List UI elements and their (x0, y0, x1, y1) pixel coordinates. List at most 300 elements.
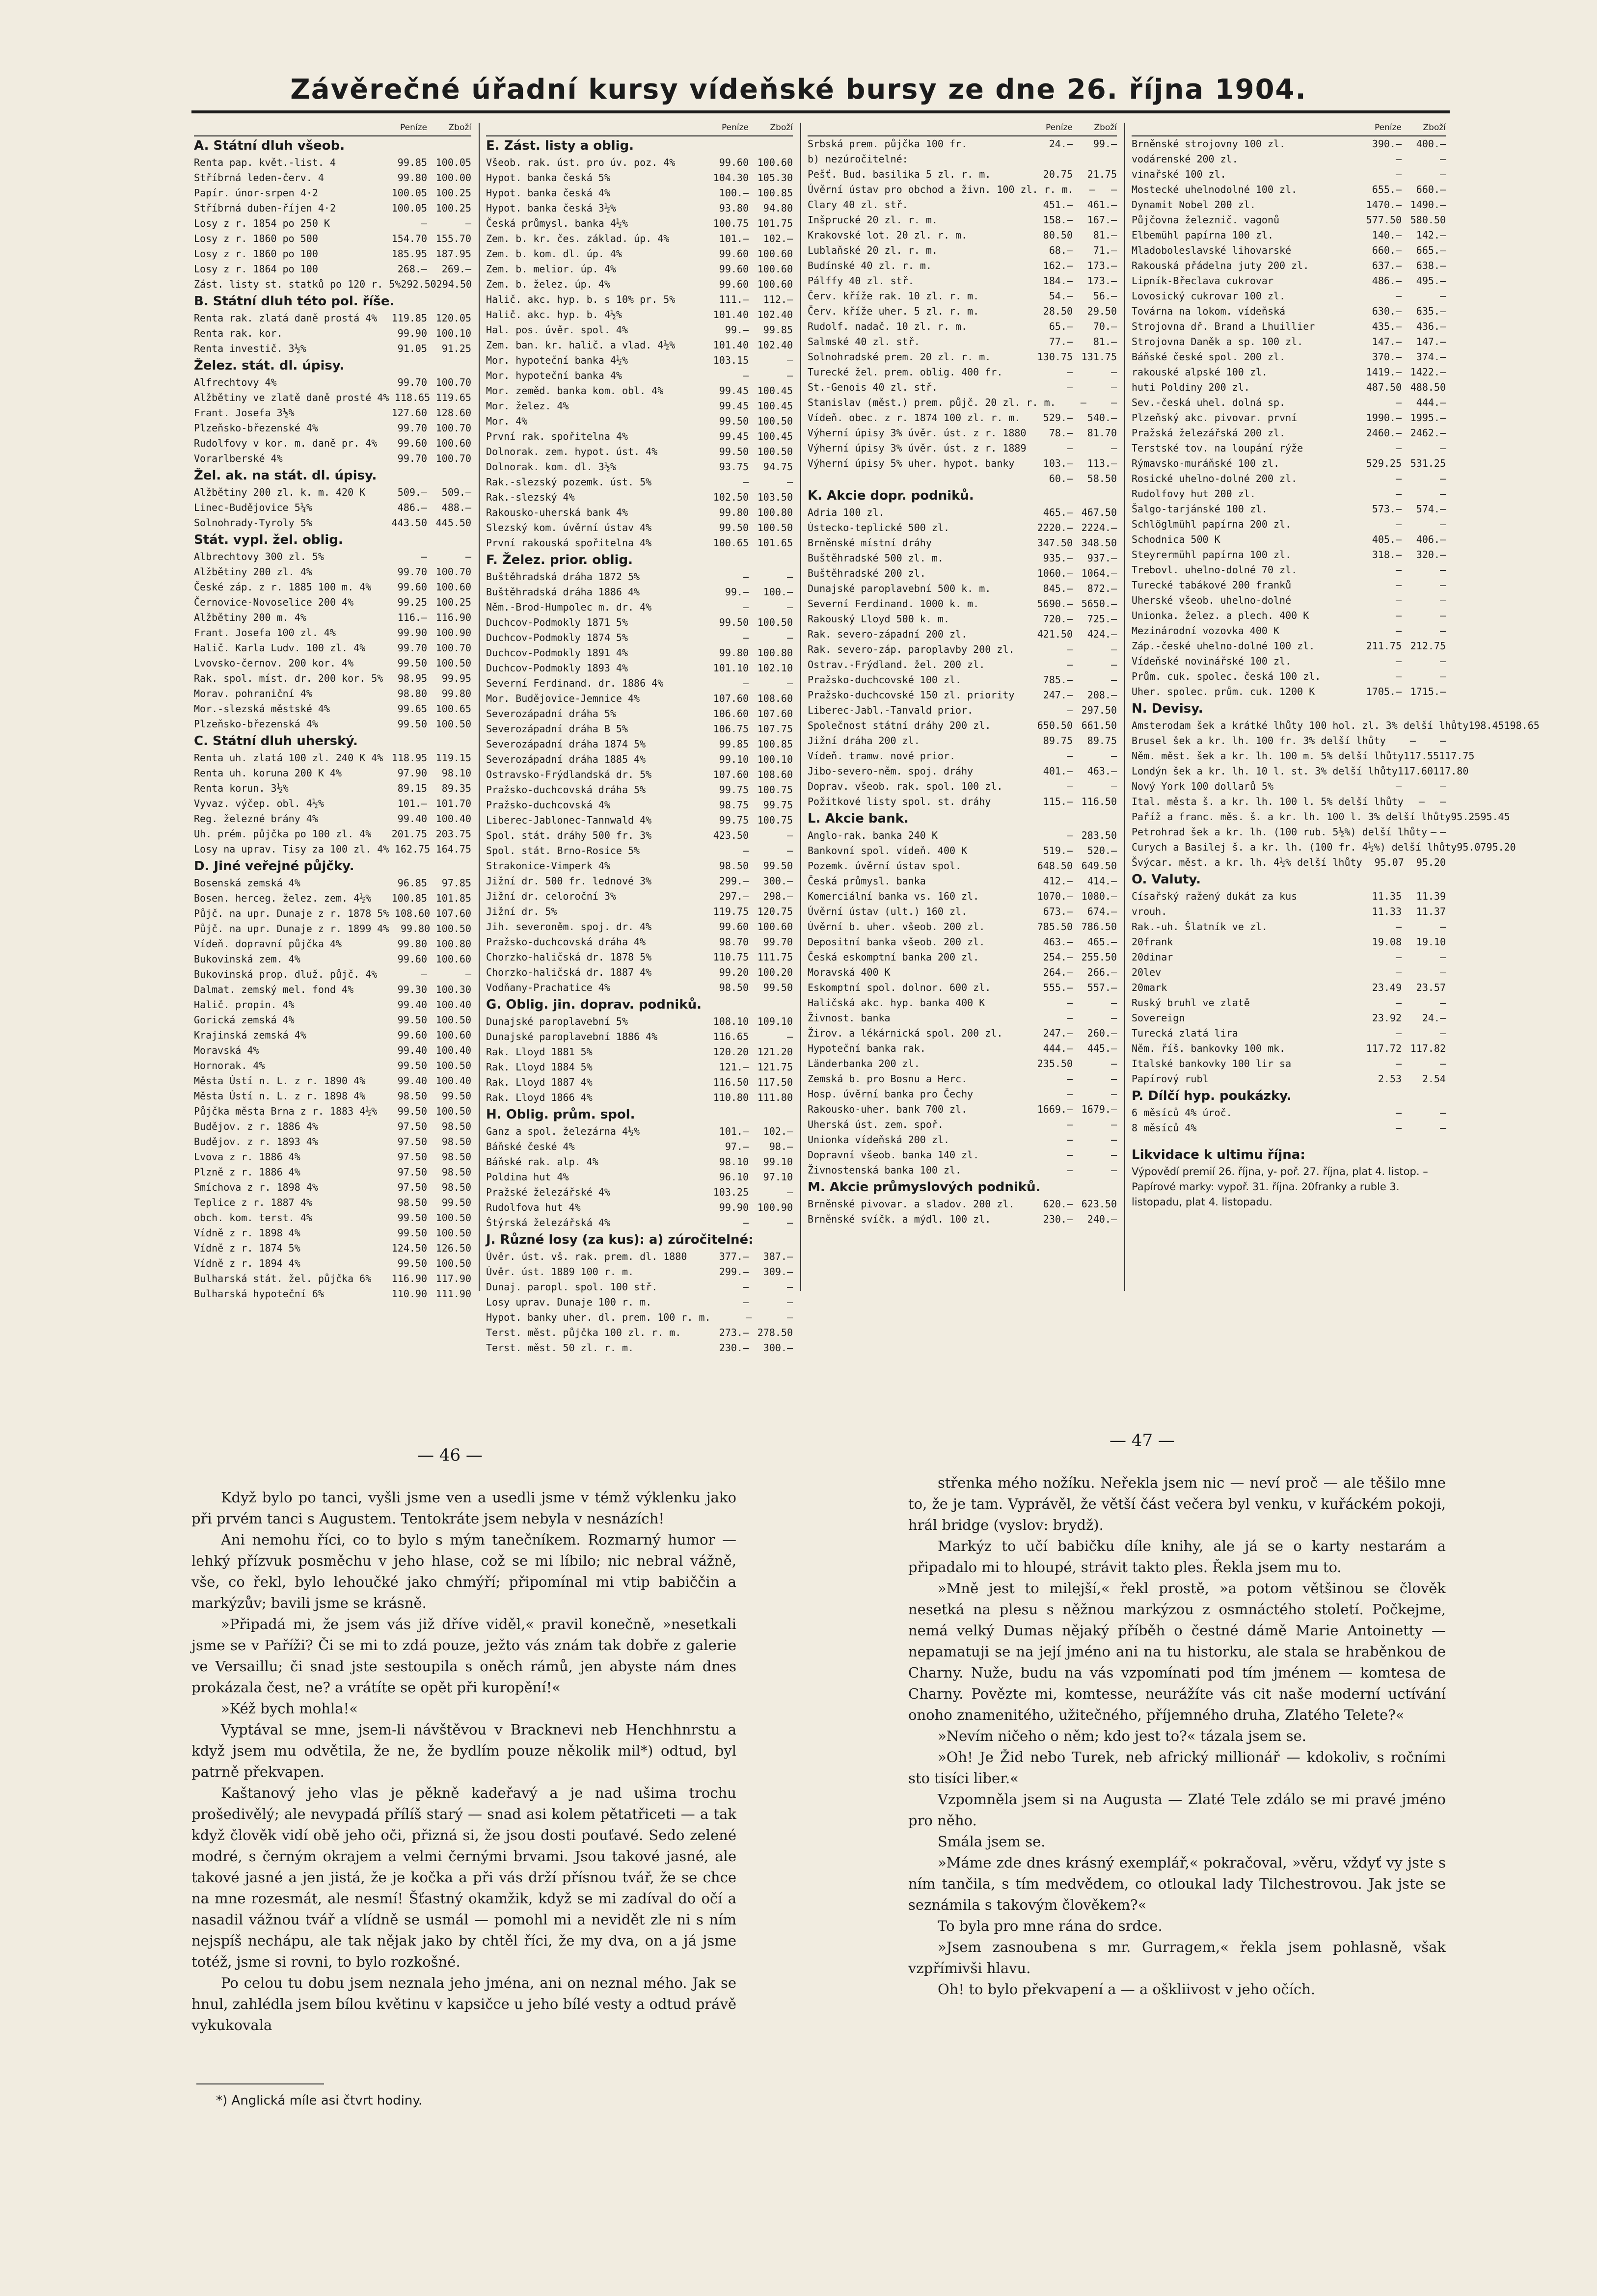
price-bid: 264.— (1043, 966, 1073, 978)
price-ask: 100.70 (435, 422, 471, 434)
price-bid: 230.— (1043, 1213, 1073, 1225)
price-bid: 130.75 (1037, 351, 1073, 363)
price-bid: 121.— (719, 1061, 749, 1073)
quote-row (808, 596, 1117, 612)
price-ask: 56.— (1093, 290, 1117, 302)
quote-row (194, 1043, 471, 1058)
price-bid: 423.50 (713, 829, 749, 841)
security-name: Severní Ferdinand. dr. 1886 4% (486, 677, 664, 689)
quote-row (808, 319, 1117, 334)
quote-row (808, 304, 1117, 319)
price-ask: 99.70 (763, 936, 793, 948)
price-bid: 99.50 (719, 522, 749, 534)
price-ask: 661.50 (1081, 720, 1117, 731)
security-name: Dolnorak. kom. dl. 3½% (486, 461, 616, 473)
price-bid: — (1395, 1027, 1402, 1039)
price-ask: — (1439, 564, 1446, 576)
price-ask: 94.75 (763, 461, 793, 473)
quote-row (486, 201, 793, 216)
security-name: Renta pap. květ.-list. 4 (194, 157, 336, 168)
security-name: Reg. železné brány 4% (194, 813, 318, 825)
price-ask: 488.— (441, 502, 471, 513)
quote-row (486, 429, 793, 444)
paragraph: Ani nemohu říci, co to bylo s mým tanečníkem. Rozmarný humor — lehký přízvuk posměchu v jeho hlase, což se mi líbilo; nic nebral vážně, vše, co řekl, bylo lehoučké jako chmýří; připomínal mi vtip babiččin a markýzův; bavili jsme se krásně. (191, 1531, 736, 1611)
security-name: Vídně z r. 1898 4% (194, 1227, 300, 1239)
section-heading: H. Oblig. prům. spol. (486, 1107, 635, 1122)
quote-row (808, 1117, 1117, 1132)
price-bid (1029, 152, 1073, 167)
section-heading: C. Státní dluh uherský. (194, 734, 358, 748)
security-name: Liberec-Jabl.-Tanvald prior. (808, 704, 974, 716)
price-bid: 297.— (719, 890, 749, 902)
price-bid: 720.— (1043, 613, 1073, 625)
price-bid: 99.60 (397, 1029, 427, 1041)
quote-row (1132, 669, 1446, 684)
price-bid: 116.90 (391, 1273, 427, 1284)
security-name: Londýn šek a kr. lh. 10 l. st. 3% delší lhůty (1132, 765, 1398, 777)
quote-row (194, 564, 471, 580)
price-bid: — (742, 1217, 749, 1228)
quote-row (194, 1286, 471, 1302)
security-name: Něm. měst. šek a kr. lh. 100 m. 5% delší lhůty (1132, 750, 1404, 762)
quote-row (808, 380, 1117, 395)
header-zbozi: Zboží (1423, 123, 1446, 133)
quote-row (1132, 608, 1446, 623)
quote-row (486, 535, 793, 551)
price-ask: 100.50 (757, 522, 793, 534)
quote-row (808, 657, 1117, 672)
price-ask: 461.— (1087, 199, 1117, 211)
security-name: Hypoteční banka rak. (808, 1042, 926, 1054)
price-bid: 100.85 (391, 892, 427, 904)
price-bid: 127.60 (391, 407, 427, 419)
security-name: Budějov. z r. 1886 4% (194, 1121, 318, 1132)
quote-row (808, 426, 1117, 441)
security-name: Inšprucké 20 zl. r. m. (808, 214, 938, 226)
price-ask: 100.80 (757, 647, 793, 659)
security-name: Duchcov-Podmokly 1891 4% (486, 647, 628, 659)
security-name: Něm.-Brod-Humpolec m. dr. 4% (486, 601, 652, 613)
price-bid: 99.45 (719, 385, 749, 397)
security-name: Severozápadní dráha 5% (486, 708, 616, 720)
price-ask: 102.— (763, 233, 793, 244)
price-bid: 154.70 (391, 233, 427, 244)
quote-row (486, 399, 793, 414)
price-bid: — (1395, 670, 1402, 682)
security-name: Báňské rak. alp. 4% (486, 1156, 598, 1168)
security-name: Prům. cuk. spolec. česká 100 zl. (1132, 670, 1321, 682)
price-bid: 99.10 (719, 753, 749, 765)
section-heading: E. Zást. listy a oblig. (486, 138, 634, 153)
price-bid: 99.40 (397, 1044, 427, 1056)
price-ask: 100.40 (435, 813, 471, 825)
price-bid: 184.— (1043, 275, 1073, 287)
quote-row (1132, 980, 1446, 995)
price-ask: 99.50 (441, 1197, 471, 1208)
price-bid: 620.— (1043, 1198, 1073, 1210)
price-bid: 1060.— (1037, 567, 1073, 579)
quote-row (808, 441, 1117, 456)
quote-row (486, 1154, 793, 1170)
price-bid: — (1066, 442, 1073, 454)
security-name: Losy z r. 1854 po 250 K (194, 217, 330, 229)
quote-row (486, 767, 793, 782)
security-name: Terst. měst. půjčka 100 zl. r. m. (486, 1327, 681, 1338)
quote-row (808, 136, 1117, 152)
quote-row (1132, 380, 1446, 395)
price-ask: — (1110, 381, 1117, 393)
security-name: Rak. Lloyd 1884 5% (486, 1061, 593, 1073)
quote-row (808, 1087, 1117, 1102)
price-ask: 100.50 (757, 446, 793, 457)
security-name: Spol. stát. dráhy 500 fr. 3% (486, 829, 652, 841)
price-ask: 116.90 (435, 612, 471, 623)
price-ask: — (1439, 826, 1446, 838)
security-name: Alžbětiny 200 m. 4% (194, 612, 306, 623)
quote-row (1132, 840, 1516, 855)
security-name: Duchcov-Podmokly 1871 5% (486, 616, 628, 628)
quote-row (1132, 273, 1446, 289)
price-bid: 20.75 (1043, 168, 1073, 180)
price-bid: 158.— (1043, 214, 1073, 226)
security-name: Ostravsko-Frýdlandská dr. 5% (486, 769, 652, 780)
section-heading: Žel. ak. na stát. dl. úpisy. (194, 468, 377, 483)
quote-row (486, 520, 793, 535)
price-bid: 93.80 (719, 202, 749, 214)
security-name: Červ. kříže uher. 5 zl. r. m. (808, 305, 979, 317)
security-name: Dunajské paroplavební 1886 4% (486, 1031, 658, 1042)
price-bid: 637.— (1372, 260, 1402, 271)
security-name: Mor. 4% (486, 415, 528, 427)
quote-row (808, 197, 1117, 213)
price-bid: 648.50 (1037, 860, 1073, 872)
quote-row (194, 750, 471, 766)
price-ask: 98.50 (441, 1121, 471, 1132)
price-bid: 89.75 (1043, 735, 1073, 747)
quote-row (194, 1013, 471, 1028)
price-bid: 103.15 (713, 354, 749, 366)
quote-row (808, 1026, 1117, 1041)
price-ask: 100.50 (435, 1060, 471, 1071)
price-ask: 95.45 (1480, 811, 1510, 823)
quote-row (1132, 919, 1446, 934)
price-ask: 786.50 (1081, 921, 1117, 933)
price-bid: 1419.— (1366, 366, 1402, 378)
price-ask: 89.35 (441, 782, 471, 794)
quote-row (808, 1132, 1117, 1148)
security-name: Liberec-Jablonec-Tannwald 4% (486, 814, 652, 826)
price-bid: 463.— (1043, 936, 1073, 948)
quote-row (1132, 471, 1446, 486)
price-bid: 65.— (1049, 320, 1073, 332)
price-bid: 101.10 (713, 662, 749, 674)
footnote-rule (196, 2083, 324, 2084)
quote-row (1132, 684, 1446, 699)
quote-row (808, 1148, 1117, 1163)
section-heading: F. Želez. prior. oblig. (486, 553, 633, 567)
security-name: Severní Ferdinand. 1000 k. m. (808, 598, 979, 610)
price-ask: 488.50 (1410, 381, 1446, 393)
price-ask: 283.50 (1081, 829, 1117, 841)
quote-row (1132, 228, 1446, 243)
liquidation-heading: Likvidace k ultimu října: (1132, 1148, 1305, 1162)
price-ask: — (786, 1311, 793, 1323)
price-ask: 465.— (1087, 936, 1117, 948)
security-name: Halič. Karla Ludv. 100 zl. 4% (194, 642, 366, 654)
quote-row (1132, 623, 1446, 639)
price-ask: 100.80 (757, 507, 793, 518)
security-name: Curych a Basilej š. a kr. lh. (100 fr. 4½%) delší lhůty (1132, 841, 1457, 853)
security-name: Morav. pohraniční 4% (194, 688, 312, 699)
price-bid: 99.50 (397, 718, 427, 730)
price-bid: — (1066, 659, 1073, 670)
security-name: Chorzko-haličská dr. 1878 5% (486, 951, 652, 963)
price-bid: 111.— (719, 294, 749, 305)
price-ask: 424.— (1087, 628, 1117, 640)
price-bid: 101.— (719, 1125, 749, 1137)
column-header (1132, 120, 1446, 136)
price-bid: — (1395, 610, 1402, 621)
price-bid: — (742, 677, 749, 689)
quote-row (1132, 1105, 1446, 1121)
security-name: Bosen. herceg. želez. zem. 4½% (194, 892, 372, 904)
quote-row (486, 155, 793, 170)
price-bid: 102.50 (713, 491, 749, 503)
security-name: Pešť. Bud. basilika 5 zl. r. m. (808, 168, 991, 180)
price-ask: 81.— (1093, 229, 1117, 241)
price-ask: 164.75 (435, 843, 471, 855)
quote-row (486, 262, 793, 277)
price-ask: — (1110, 1088, 1117, 1100)
price-ask: — (786, 571, 793, 583)
security-name: Duchcov-Podmokly 1893 4% (486, 662, 628, 674)
header-pence: Peníze (722, 123, 749, 133)
price-bid: — (1066, 366, 1073, 378)
security-name: Losy z r. 1864 po 100 (194, 263, 318, 275)
price-bid: 99.60 (719, 248, 749, 260)
security-name: Brněnské místní dráhy (808, 537, 932, 549)
price-ask: 102.— (763, 1125, 793, 1137)
price-ask: 100.10 (757, 753, 793, 765)
security-name (808, 471, 1029, 486)
price-bid: 23.49 (1372, 982, 1402, 993)
price-ask: 100.45 (757, 385, 793, 397)
quote-row (194, 876, 471, 891)
price-ask: 107.60 (757, 708, 793, 720)
quote-row (194, 906, 471, 921)
price-ask: 21.75 (1087, 168, 1117, 180)
quote-row (1132, 136, 1446, 152)
security-name: Něm. říš. bankovky 100 mk. (1132, 1042, 1286, 1054)
quote-row (194, 1119, 471, 1134)
price-bid: — (1395, 518, 1402, 530)
security-name: Rak. Lloyd 1866 4% (486, 1092, 593, 1103)
paragraph: To byla pro mne rána do srdce. (938, 1918, 1163, 1934)
security-name: vodárenské 200 zl. (1132, 153, 1238, 165)
price-ask: 187.95 (435, 248, 471, 260)
price-ask: 665.— (1416, 244, 1446, 256)
quote-row (1132, 167, 1446, 182)
price-ask: — (1110, 674, 1117, 686)
quote-row (194, 231, 471, 246)
price-ask: 623.50 (1081, 1198, 1117, 1210)
security-name: Hypot. banka česká 3½% (486, 202, 616, 214)
column-divider (479, 123, 480, 1291)
price-ask: — (1439, 594, 1446, 606)
quote-row (486, 706, 793, 721)
price-ask: 120.75 (757, 906, 793, 917)
price-bid: — (1066, 1088, 1073, 1100)
security-name: Anglo-rak. banka 240 K (808, 829, 938, 841)
price-bid: 486.— (1372, 275, 1402, 287)
price-ask: — (786, 1296, 793, 1308)
quote-row (1132, 486, 1446, 502)
quote-row (486, 1280, 793, 1295)
price-ask: — (1439, 488, 1446, 500)
price-ask: 100.65 (435, 703, 471, 715)
price-bid: 147.— (1372, 336, 1402, 347)
section-heading: O. Valuty. (1132, 872, 1201, 887)
quote-row (808, 258, 1117, 273)
footnote: *) Anglická míle asi čtvrt hodiny. (216, 2093, 423, 2108)
security-name: 20mark (1132, 982, 1167, 993)
header-zbozi: Zboží (770, 123, 793, 133)
price-bid: 110.80 (713, 1092, 749, 1103)
price-bid: 211.75 (1366, 640, 1402, 652)
price-bid: 2.53 (1378, 1073, 1402, 1085)
security-name: Bosenská zemská 4% (194, 877, 300, 889)
security-name: Dynamit Nobel 200 zl. (1132, 199, 1256, 211)
price-ask: 113.— (1087, 457, 1117, 469)
security-name: Papír. únor-srpen 4·2 (194, 187, 318, 199)
security-name: Rakousko-uherská bank 4% (486, 507, 628, 518)
security-name: b) nezúročitelné: (808, 153, 908, 165)
security-name: Zem. b. kom. dl. úp. 4% (486, 248, 622, 260)
price-bid: 99.50 (397, 1212, 427, 1224)
price-bid: 529.25 (1366, 457, 1402, 469)
quote-row (1132, 934, 1446, 950)
price-bid: 97.50 (397, 1166, 427, 1178)
security-name: Pražsko-duchcovské 100 zl. (808, 674, 962, 686)
price-bid: 99.80 (719, 647, 749, 659)
price-bid: — (421, 551, 427, 562)
security-name: Zem. ban. kr. halič. a vlad. 4½% (486, 339, 676, 351)
security-name: Česká eskomptní banka 200 zl. (808, 951, 979, 963)
price-ask: 101.75 (757, 217, 793, 229)
price-ask: 119.65 (435, 392, 471, 403)
security-name: Báňské české 4% (486, 1141, 575, 1152)
quote-row (194, 891, 471, 906)
price-bid: 99.70 (397, 376, 427, 388)
column-4 (1132, 120, 1540, 1308)
quote-row (808, 1197, 1117, 1212)
quote-row (194, 341, 471, 356)
price-ask: 100.50 (435, 1014, 471, 1026)
security-name: Moravská 400 K (808, 966, 891, 978)
price-ask: 100.40 (435, 999, 471, 1011)
price-ask: 107.75 (757, 723, 793, 735)
price-bid: 650.50 (1037, 720, 1073, 731)
price-ask: 463.— (1087, 765, 1117, 777)
price-bid: 451.— (1043, 199, 1073, 211)
security-name: Pražsko-duchcovská dráha 5% (486, 784, 646, 796)
security-name: Nový York 100 dollarů 5% (1132, 780, 1273, 792)
quote-row (486, 338, 793, 353)
price-bid: 99.30 (397, 984, 427, 995)
price-bid: 77.— (1049, 336, 1073, 347)
price-bid: — (742, 476, 749, 488)
title-rule (191, 110, 1450, 113)
price-bid: — (1066, 704, 1073, 716)
price-ask: — (786, 1217, 793, 1228)
price-ask: 99.10 (763, 1156, 793, 1168)
paragraph: Markýz to učí babičku díle knihy, ale já se o karty nestarám a připadalo mi to hloupé, strávit takto ples. Řekla jsem mu to. (908, 1538, 1446, 1575)
column-header (194, 120, 471, 136)
paragraph: Vyptával se mne, jsem-li návštěvou v Bracknevi neb Henchhnrstu a když jsem mu odvětila, že ne, že bydlím pouze několik mil*) odtud, byl patrně překvapen. (191, 1721, 736, 1780)
price-bid: 95.07 (1374, 856, 1404, 868)
quote-row (808, 395, 1117, 410)
price-ask: — (786, 829, 793, 841)
quote-row (486, 1014, 793, 1029)
price-bid: 120.20 (713, 1046, 749, 1058)
quote-row (194, 186, 471, 201)
security-name: Steyrermühl papírna 100 zl. (1132, 549, 1292, 561)
security-name: Půjčovna železnič. vagonů (1132, 214, 1280, 226)
price-bid: 106.75 (713, 723, 749, 735)
price-bid: 198.45 (1468, 720, 1504, 731)
price-bid: 1470.— (1366, 199, 1402, 211)
price-ask: 102.10 (757, 662, 793, 674)
price-bid: 577.50 (1366, 214, 1402, 226)
price-bid: 99.— (725, 324, 749, 336)
quote-row (1132, 764, 1469, 779)
price-ask: 540.— (1087, 412, 1117, 424)
price-bid: — (1395, 921, 1402, 933)
security-name: Severozápadní dráha B 5% (486, 723, 628, 735)
price-bid: 99.60 (397, 953, 427, 965)
security-name: Úvěr. úst. vš. rak. prem. dl. 1880 (486, 1251, 687, 1262)
price-bid: — (1395, 1058, 1402, 1069)
price-ask: 638.— (1416, 260, 1446, 271)
column-header (808, 120, 1117, 136)
price-bid: 401.— (1043, 765, 1073, 777)
quote-row (486, 505, 793, 520)
price-ask: — (1110, 643, 1117, 655)
price-bid: 99.60 (397, 581, 427, 593)
price-ask: 100.90 (757, 1201, 793, 1213)
paragraph: »Jsem zasnoubena s mr. Gurragem,« řekla jsem pohlasně, však vzpřímivši hlavu. (908, 1939, 1446, 1976)
price-ask: 198.65 (1504, 720, 1540, 731)
price-ask: 97.10 (763, 1171, 793, 1183)
price-ask: 11.39 (1416, 890, 1446, 902)
quote-row (194, 671, 471, 686)
price-ask: 298.— (763, 890, 793, 902)
price-bid: 390.— (1372, 138, 1402, 150)
security-name: Rak. severo-záp. paroplavby 200 zl. (808, 643, 1015, 655)
security-name: První rak. spořitelna 4% (486, 430, 628, 442)
price-ask: 117.90 (435, 1273, 471, 1284)
price-bid: — (1066, 1149, 1073, 1161)
security-name: Salmské 40 zl. stř. (808, 336, 920, 347)
security-name: Bankovní spol. vídeň. 400 K (808, 845, 968, 856)
price-ask: 100.40 (435, 1044, 471, 1056)
quote-row (808, 1071, 1117, 1087)
quote-row (486, 231, 793, 246)
price-ask (1073, 152, 1117, 167)
security-name: Albrechtovy 300 zl. 5% (194, 551, 324, 562)
quote-row (194, 1210, 471, 1226)
quote-row (808, 167, 1117, 182)
